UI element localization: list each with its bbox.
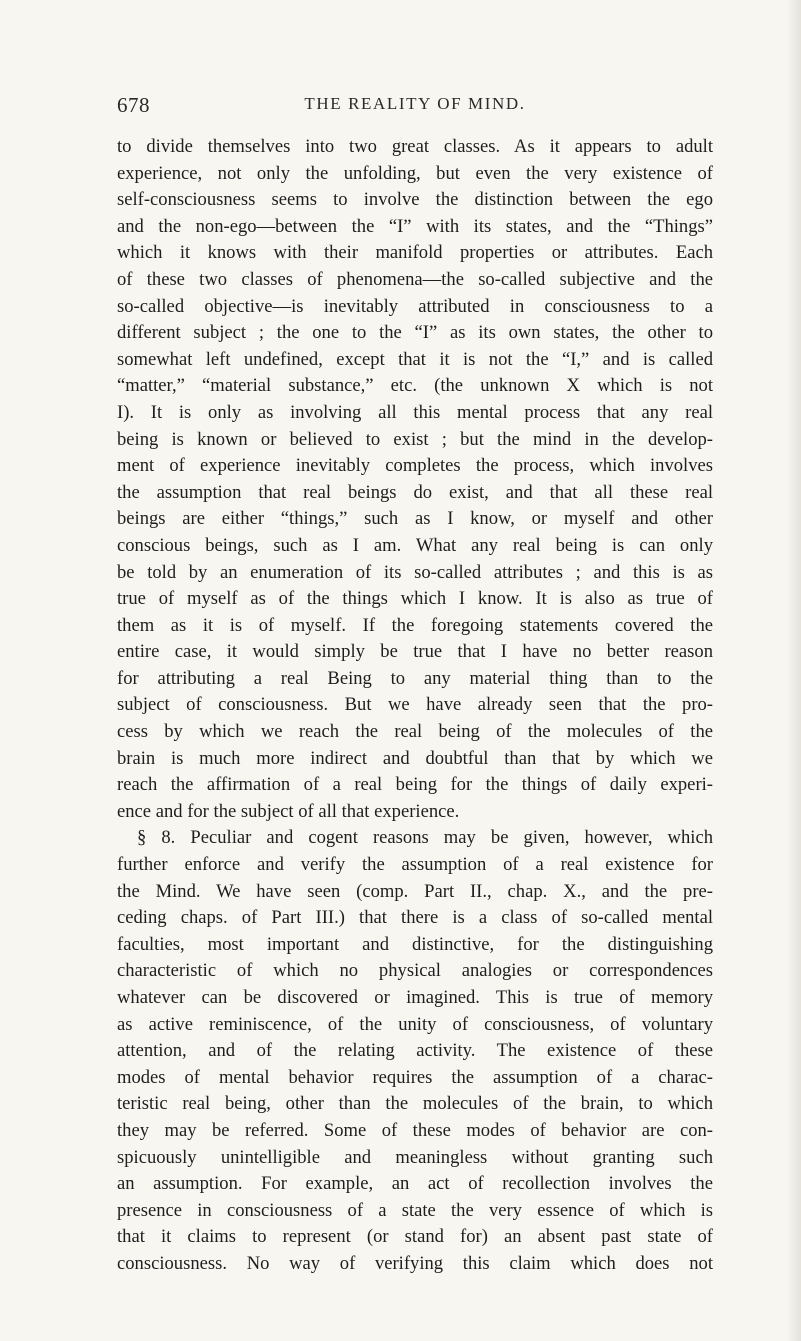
text-line: an assumption. For example, an act of recollection involves the: [117, 1173, 713, 1195]
text-line: attention, and of the relating activity. The existence of these: [117, 1040, 713, 1062]
page-number: 678: [117, 93, 150, 117]
text-line: whatever can be discovered or imagined. This is true of memory: [117, 987, 713, 1008]
body-text: [117, 134, 713, 1278]
text-line: teristic real being, other than the molecules of the brain, to which: [117, 1093, 713, 1115]
page-header: [117, 93, 713, 119]
section-start-line: § 8. Peculiar and cogent reasons may be given, however, which: [137, 827, 713, 849]
text-line: experience, not only the unfolding, but even the very existence of: [117, 162, 713, 184]
text-line: entire case, it would simply be true that I have no better reason: [117, 641, 713, 663]
text-line: self-consciousness seems to involve the distinction between the ego: [117, 189, 713, 211]
text-line: “matter,” “material substance,” etc. (the unknown X which is not: [117, 375, 713, 397]
text-line: modes of mental behavior requires the assumption of a charac-: [117, 1066, 713, 1088]
running-title: THE REALITY OF MIND.: [304, 94, 526, 113]
text-line: that it claims to represent (or stand for) an absent past state of: [117, 1226, 713, 1248]
text-line: subject of consciousness. But we have already seen that the pro-: [117, 694, 713, 716]
text-line: which it knows with their manifold properties or attributes. Each: [117, 242, 713, 264]
text-line: ceding chaps. of Part III.) that there is a class of so-called mental: [117, 907, 713, 929]
text-line: be told by an enumeration of its so-called attributes ; and this is as: [117, 561, 713, 583]
text-line: beings are either “things,” such as I know, or myself and other: [117, 508, 713, 530]
text-line: true of myself as of the things which I know. It is also as true of: [117, 588, 713, 610]
text-line: and the non-ego—between the “I” with its states, and the “Things”: [117, 215, 713, 237]
text-line: the assumption that real beings do exist, and that all these real: [117, 481, 713, 503]
text-line: somewhat left undefined, except that it is not the “I,” and is called: [117, 348, 713, 370]
text-line: further enforce and verify the assumption of a real existence for: [117, 854, 713, 876]
text-line: the Mind. We have seen (comp. Part II., chap. X., and the pre-: [117, 880, 713, 902]
text-line: faculties, most important and distinctive, for the distinguishing: [117, 933, 713, 955]
text-line: spicuously unintelligible and meaningless without granting such: [117, 1146, 713, 1168]
text-line: of these two classes of phenomena—the so-called subjective and the: [117, 268, 713, 290]
text-line: I). It is only as involving all this mental process that any real: [117, 401, 713, 423]
text-line: being is known or believed to exist ; but the mind in the develop-: [117, 428, 713, 450]
text-line: them as it is of myself. If the foregoing statements covered the: [117, 614, 713, 636]
text-line: for attributing a real Being to any material thing than to the: [117, 667, 713, 689]
page-edge-shadow: [787, 0, 801, 1341]
text-line: so-called objective—is inevitably attributed in consciousness to a: [117, 295, 713, 317]
text-line: different subject ; the one to the “I” as its own states, the other to: [117, 322, 713, 344]
text-line: characteristic of which no physical analogies or correspondences: [117, 960, 713, 982]
text-line: to divide themselves into two great classes. As it appears to adult: [117, 136, 713, 157]
text-line: reach the affirmation of a real being for the things of daily experi-: [117, 774, 713, 796]
text-line: brain is much more indirect and doubtful than that by which we: [117, 747, 713, 769]
text-line: presence in consciousness of a state the very essence of which is: [117, 1199, 713, 1221]
paragraph-end-line: ence and for the subject of all that experience.: [117, 800, 460, 822]
text-line: ment of experience inevitably completes the process, which involves: [117, 455, 713, 477]
text-line: cess by which we reach the real being of the molecules of the: [117, 721, 713, 743]
text-line: conscious beings, such as I am. What any real being is can only: [117, 534, 713, 556]
text-line: as active reminiscence, of the unity of consciousness, of voluntary: [117, 1013, 713, 1035]
text-line: consciousness. No way of verifying this claim which does not: [117, 1252, 713, 1274]
text-line: they may be referred. Some of these modes of behavior are con-: [117, 1119, 713, 1141]
